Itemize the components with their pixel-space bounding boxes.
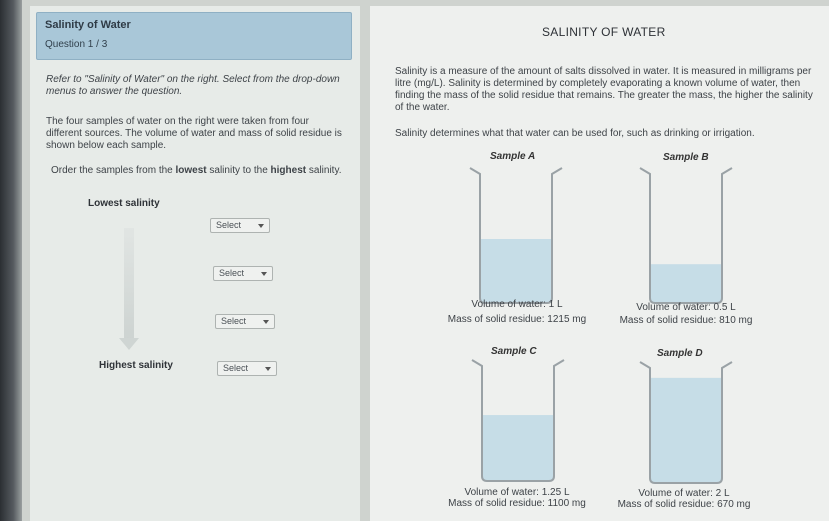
question-header [36,12,352,60]
select-dropdown-1[interactable]: Select [210,218,270,233]
sample-d-beaker [638,360,734,486]
sample-a-title: Sample A [490,151,536,162]
question-title: Salinity of Water [45,19,131,31]
sample-c-residue: Mass of solid residue: 1100 mg [448,498,586,509]
sample-d-title: Sample D [657,348,703,359]
sample-c-beaker [470,358,566,484]
sample-d-residue: Mass of solid residue: 670 mg [617,499,751,510]
select-dropdown-4[interactable]: Select [217,361,277,376]
order-arrow [124,228,134,340]
select-dropdown-3[interactable]: Select [215,314,275,329]
lowest-salinity-label: Lowest salinity [88,198,160,209]
water-fill [483,415,553,480]
sample-b-residue: Mass of solid residue: 810 mg [619,315,753,326]
article-paragraph-1: Salinity is a measure of the amount of salts dissolved in water. It is measured in milligrams per litre (mg/L). Salinity is determined by completely evaporating a known volume of water, then finding the mass of the solid residue that remains. The greater the mass, the higher the salinity of the water. [395,66,813,113]
screen-edge [0,0,22,521]
sample-c-volume: Volume of water: 1.25 L [464,487,570,498]
order-arrow-head [119,338,139,350]
chevron-down-icon [265,367,271,371]
highest-salinity-label: Highest salinity [99,360,173,371]
sample-c-title: Sample C [491,346,537,357]
chevron-down-icon [258,224,264,228]
select-dropdown-2[interactable]: Select [213,266,273,281]
water-fill [651,264,721,302]
sample-b-beaker [638,166,734,306]
intro-text: Refer to "Salinity of Water" on the right. Select from the drop-down menus to answer the question. [46,74,340,97]
sample-a-volume: Volume of water: 1 L [471,299,563,310]
order-instruction: Order the samples from the lowest salinity to the highest salinity. [51,165,342,176]
article-paragraph-2: Salinity determines what that water can be used for, such as drinking or irrigation. [395,128,755,139]
sample-b-volume: Volume of water: 0.5 L [636,302,736,313]
chevron-down-icon [261,272,267,276]
chevron-down-icon [263,320,269,324]
sample-d-volume: Volume of water: 2 L [638,488,730,499]
sample-b-title: Sample B [663,152,709,163]
water-fill [651,378,721,482]
question-number: Question 1 / 3 [45,39,108,50]
water-fill [481,239,551,302]
article-title: SALINITY OF WATER [542,25,666,39]
description-text: The four samples of water on the right were taken from four different sources. The volume of water and mass of solid residue is shown below each sample. [46,116,342,151]
sample-a-residue: Mass of solid residue: 1215 mg [447,314,587,325]
sample-a-beaker [468,166,564,306]
